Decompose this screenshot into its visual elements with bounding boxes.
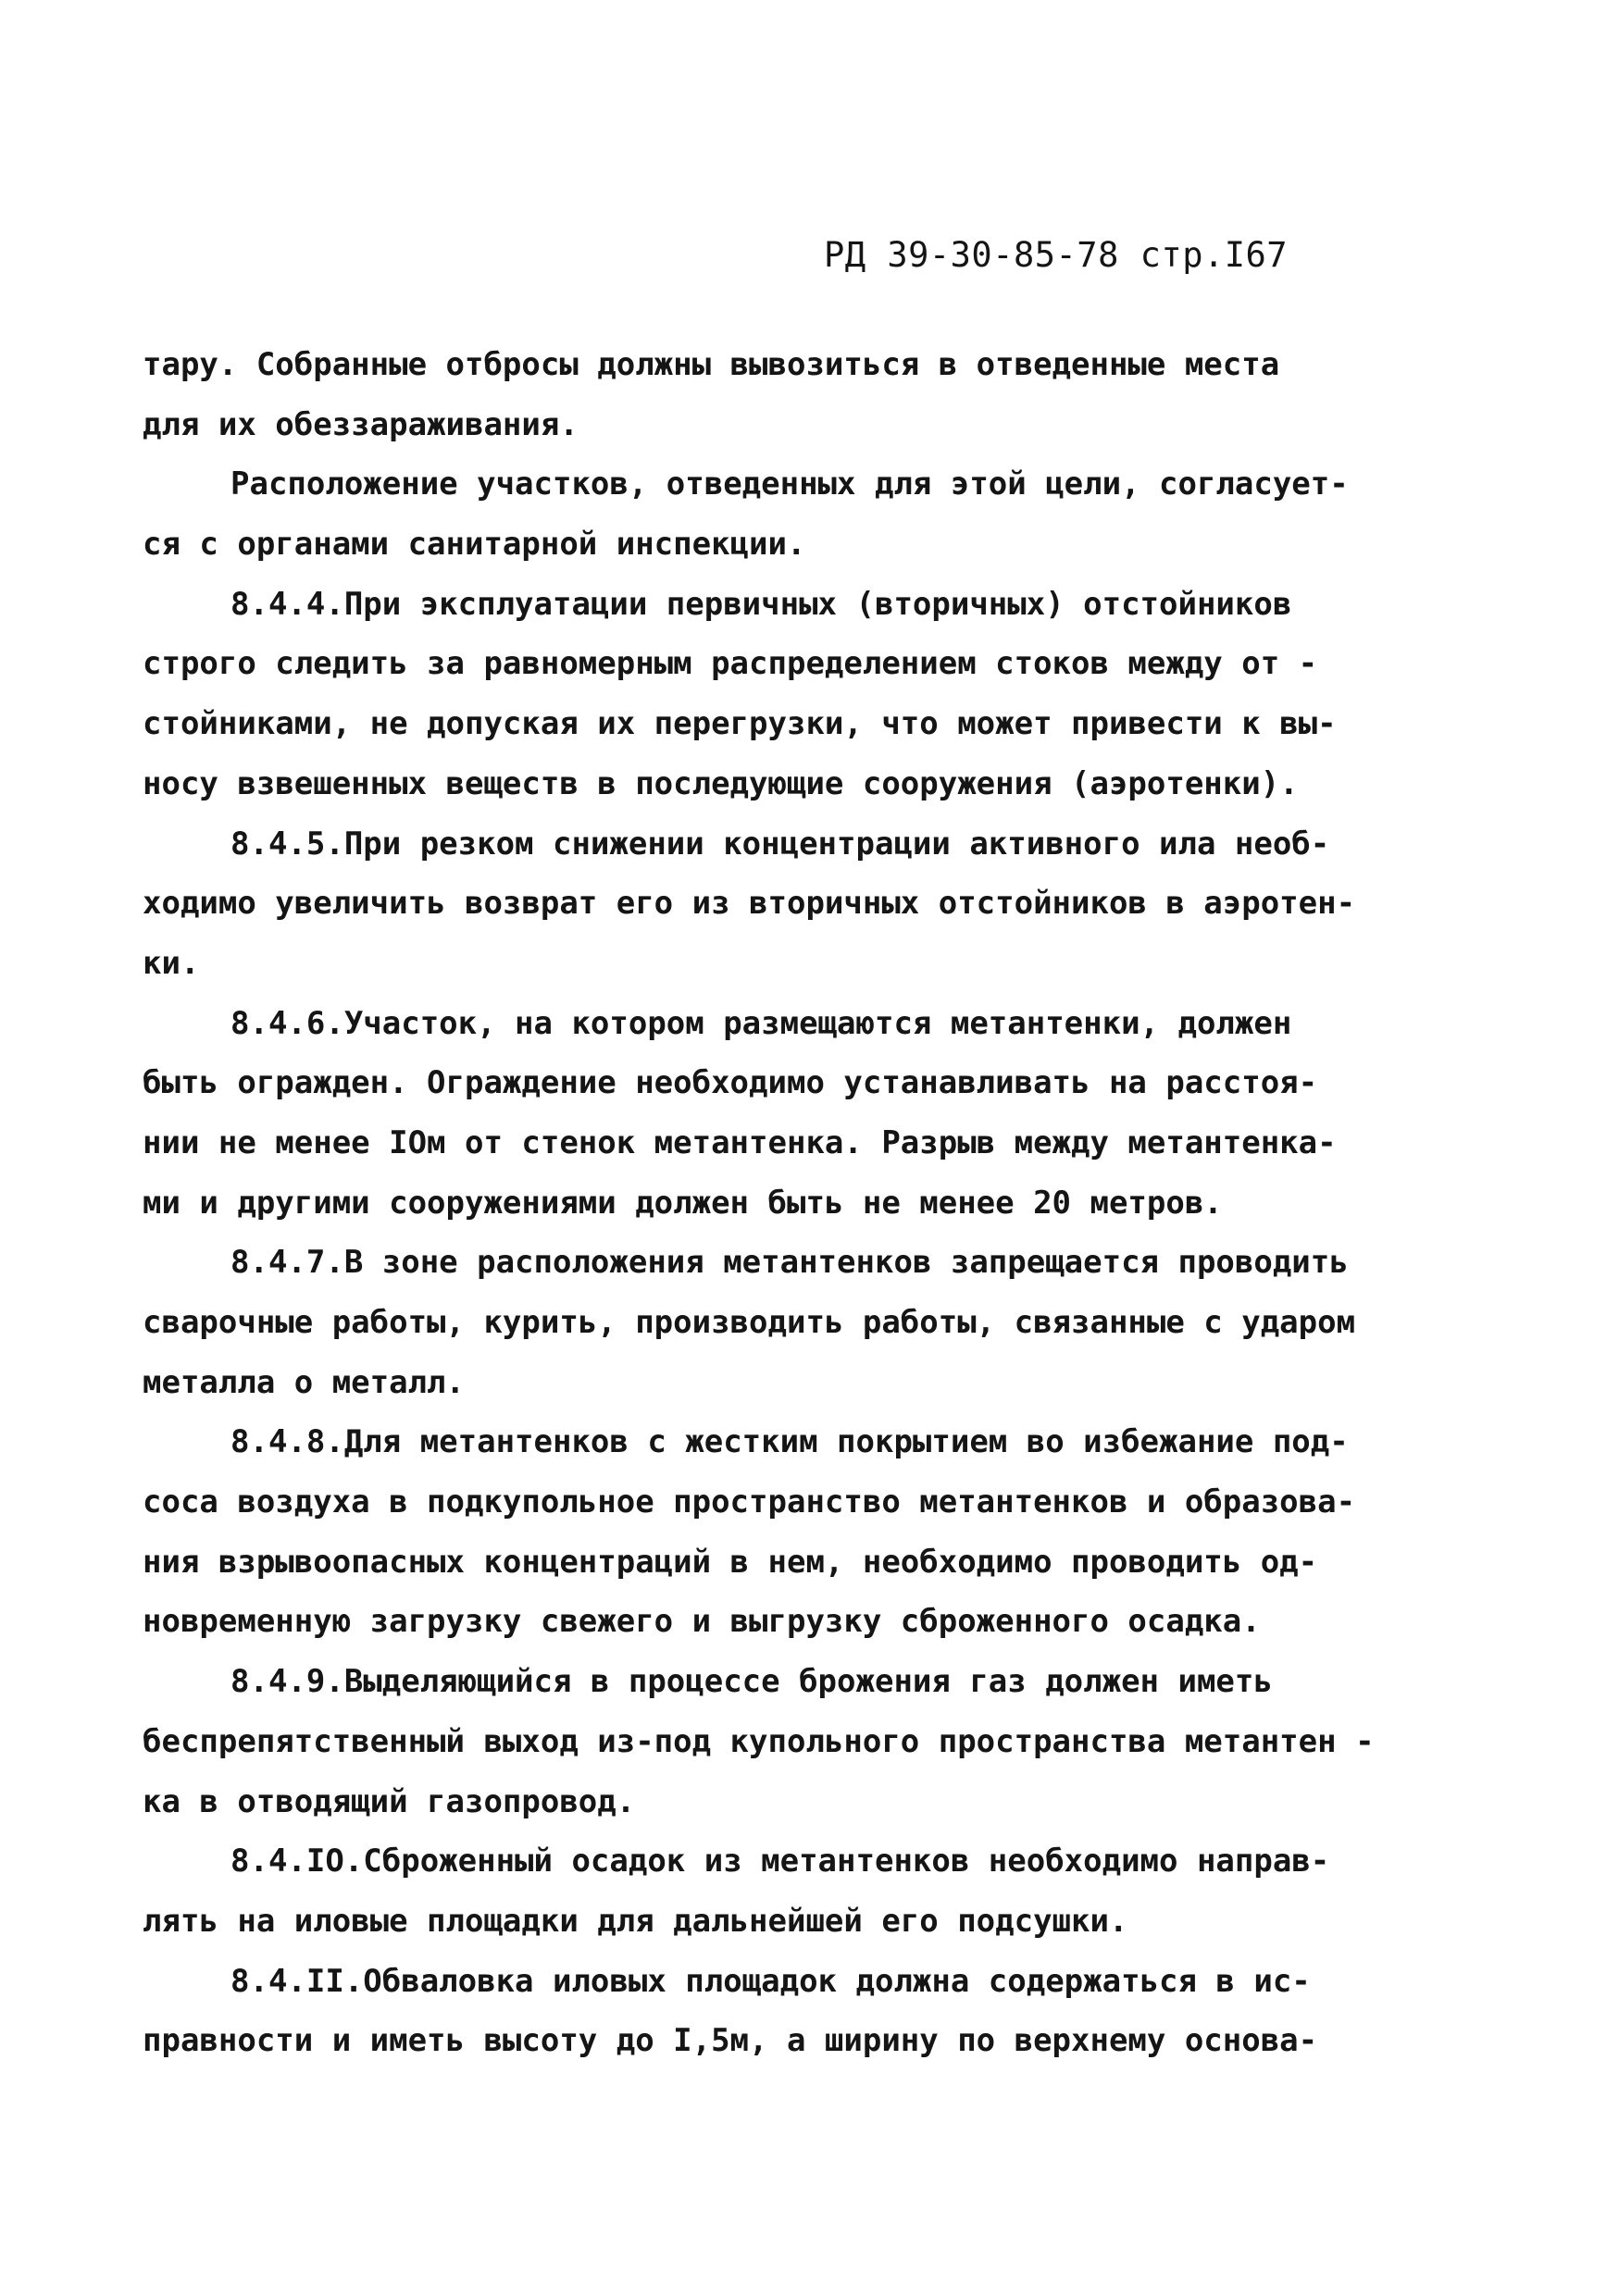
text-line: 8.4.4.При эксплуатации первичных (вторичных) отстойников xyxy=(230,585,1292,623)
text-line: 8.4.5.При резком снижении концентрации активного ила необ- xyxy=(230,825,1330,863)
text-line: нии не менее IOм от стенок метантенка. Разрыв между метантенка- xyxy=(143,1123,1337,1161)
document-body xyxy=(143,335,1375,2071)
text-line: ся с органами санитарной инспекции. xyxy=(143,526,806,564)
text-line: правности и иметь высоту до I,5м, а ширину по верхнему основа- xyxy=(143,2022,1318,2060)
text-line: быть огражден. Ограждение необходимо устанавливать на расстоя- xyxy=(143,1064,1318,1102)
text-line: 8.4.9.Выделяющийся в процессе брожения газ должен иметь xyxy=(230,1663,1273,1701)
text-line: лять на иловые площадки для дальнейшей его подсушки. xyxy=(143,1902,1128,1940)
text-line: 8.4.8.Для метантенков с жестким покрытием во избежание под- xyxy=(230,1423,1349,1461)
text-line: стойниками, не допуская их перегрузки, что может привести к вы- xyxy=(143,705,1337,743)
text-line: носу взвешенных веществ в последующие сооружения (аэротенки). xyxy=(143,764,1299,802)
text-line: соса воздуха в подкупольное пространство метантенков и образова- xyxy=(143,1483,1356,1521)
text-line: беспрепятственный выход из-под купольного пространства метантен - xyxy=(143,1722,1375,1760)
text-line: ходимо увеличить возврат его из вторичных отстойников в аэротен- xyxy=(143,885,1356,923)
text-line: 8.4.6.Участок, на котором размещаются метантенки, должен xyxy=(230,1004,1292,1042)
text-line: 8.4.IO.Сброженный осадок из метантенков необходимо направ- xyxy=(230,1843,1330,1880)
text-line: ми и другими сооружениями должен быть не менее 20 метров. xyxy=(143,1184,1223,1222)
text-line: тару. Собранные отбросы должны вывозиться в отведенные места xyxy=(143,346,1280,383)
text-line: для их обеззараживания. xyxy=(143,405,579,443)
text-line: строго следить за равномерным распределением стоков между от - xyxy=(143,645,1318,683)
text-line: новременную загрузку свежего и выгрузку сброженного осадка. xyxy=(143,1603,1261,1641)
text-line: сварочные работы, курить, производить работы, связанные с ударом xyxy=(143,1304,1356,1341)
text-line: металла о металл. xyxy=(143,1363,465,1401)
text-line: 8.4.7.В зоне расположения метантенков запрещается проводить xyxy=(230,1244,1349,1282)
text-line: ния взрывоопасных концентраций в нем, необходимо проводить од- xyxy=(143,1543,1318,1581)
text-line: 8.4.II.Обваловка иловых площадок должна содержаться в ис- xyxy=(230,1962,1311,2000)
text-line: Расположение участков, отведенных для этой цели, согласует- xyxy=(230,465,1349,503)
text-line: ка в отводящий газопровод. xyxy=(143,1782,636,1820)
text-line: ки. xyxy=(143,944,200,982)
page-header: РД 39-30-85-78 стр.I67 xyxy=(824,235,1289,275)
